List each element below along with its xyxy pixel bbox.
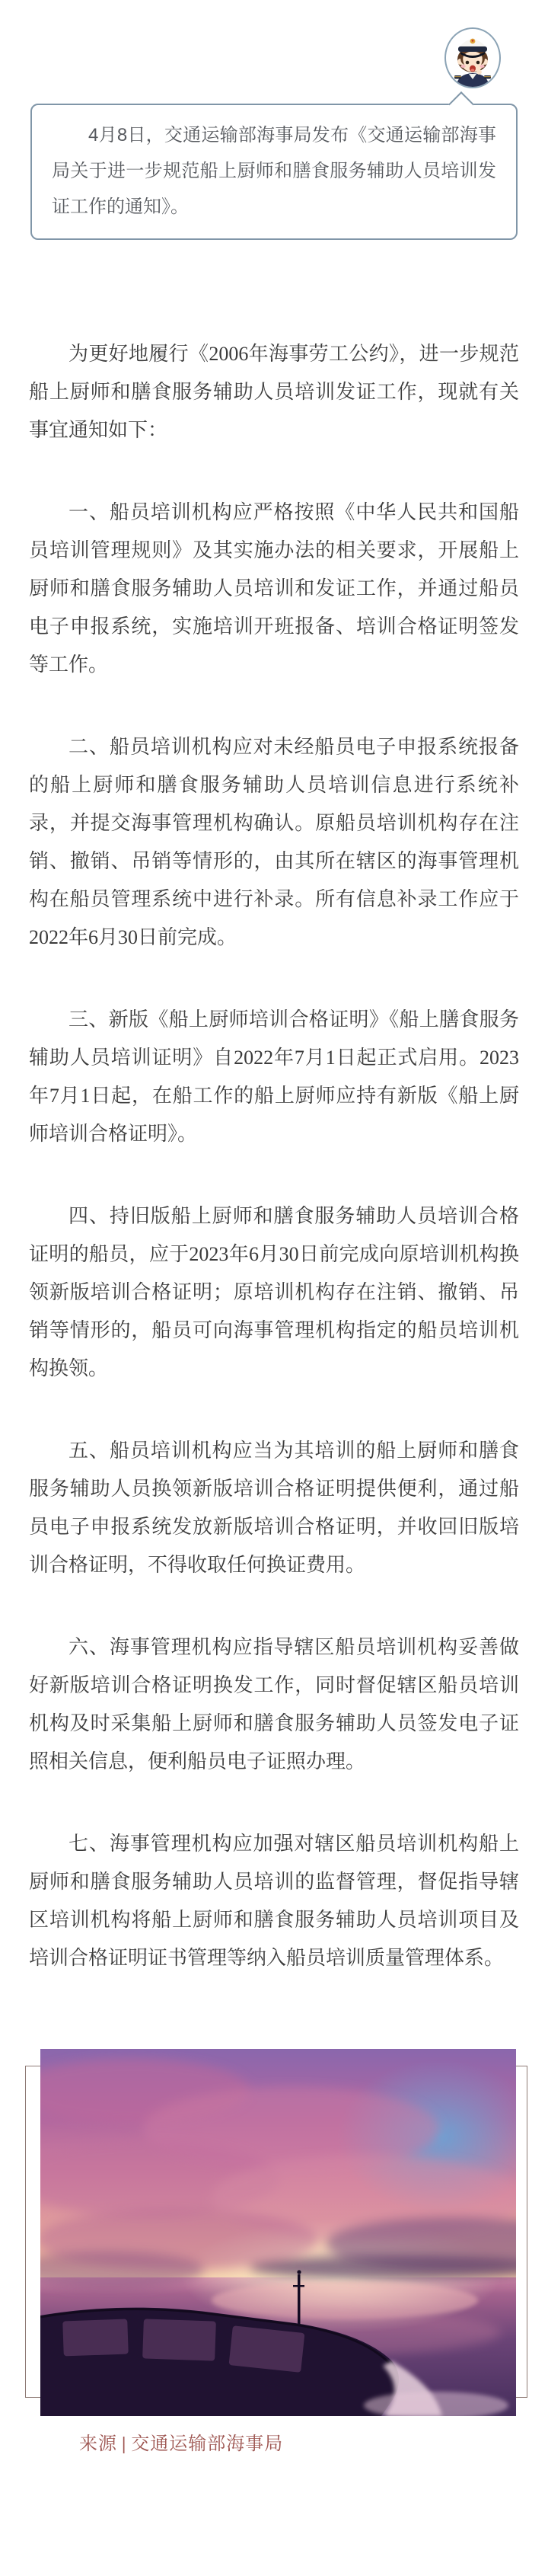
article-paragraph-6: 六、海事管理机构应指导辖区船员培训机构妥善做好新版培训合格证明换发工作，同时督促辖区船员培训机构及时采集船上厨师和膳食服务辅助人员签发电子证照相关信息，便利船员电子证照办理。 bbox=[29, 1636, 519, 1772]
article-body bbox=[29, 335, 519, 2021]
source-line bbox=[79, 2428, 283, 2455]
article-paragraph-1: 一、船员培训机构应严格按照《中华人民共和国船员培训管理规则》及其实施办法的相关要求，开展船上厨师和膳食服务辅助人员培训和发证工作，并通过船员电子申报系统，实施培训开班报备、培训合格证明签发等工作。 bbox=[29, 501, 519, 676]
summary-bubble bbox=[30, 104, 518, 240]
source-label: 来源 bbox=[79, 2434, 117, 2454]
bubble-tail bbox=[448, 91, 474, 117]
sailor-mascot-avatar[interactable] bbox=[444, 27, 501, 88]
article-paragraph-2: 二、船员培训机构应对未经船员电子申报系统报备的船上厨师和膳食服务辅助人员培训信息进行系统补录，并提交海事管理机构确认。原船员培训机构存在注销、撤销、吊销等情形的，由其所在辖区的海事管理机构在船员管理系统中进行补录。所有信息补录工作应于2022年6月30日前完成。 bbox=[29, 736, 519, 948]
article-paragraph-5: 五、船员培训机构应当为其培训的船上厨师和膳食服务辅助人员换领新版培训合格证明提供便利，通过船员电子申报系统发放新版培训合格证明，并收回旧版培训合格证明，不得收取任何换证费用。 bbox=[29, 1440, 519, 1576]
sailor-mascot-icon bbox=[446, 29, 499, 87]
ship-bow-sunset-photo[interactable] bbox=[40, 2049, 516, 2416]
source-name: 交通运输部海事局 bbox=[131, 2434, 284, 2454]
article-paragraph-intro: 为更好地履行《2006年海事劳工公约》，进一步规范船上厨师和膳食服务辅助人员培训发证工作，现就有关事宜通知如下： bbox=[29, 343, 519, 441]
source-separator: | bbox=[122, 2434, 127, 2454]
summary-text: 4月8日，交通运输部海事局发布《交通运输部海事局关于进一步规范船上厨师和膳食服务辅助人员培训发证工作的通知》。 bbox=[52, 125, 496, 217]
article-paragraph-3: 三、新版《船上厨师培训合格证明》《船上膳食服务辅助人员培训证明》自2022年7月1日起正式启用。2023年7月1日起，在船工作的船上厨师应持有新版《船上厨师培训合格证明》。 bbox=[29, 1008, 519, 1145]
article-paragraph-7: 七、海事管理机构应加强对辖区船员培训机构船上厨师和膳食服务辅助人员培训的监督管理，督促指导辖区培训机构将船上厨师和膳食服务辅助人员培训项目及培训合格证明证书管理等纳入船员培训质量管理体系。 bbox=[29, 1833, 519, 1969]
article-paragraph-4: 四、持旧版船上厨师和膳食服务辅助人员培训合格证明的船员，应于2023年6月30日前完成向原培训机构换领新版培训合格证明；原培训机构存在注销、撤销、吊销等情形的，船员可向海事管理机构指定的船员培训机构换领。 bbox=[29, 1205, 519, 1379]
ship-bow-sunset-illustration bbox=[40, 2049, 516, 2416]
